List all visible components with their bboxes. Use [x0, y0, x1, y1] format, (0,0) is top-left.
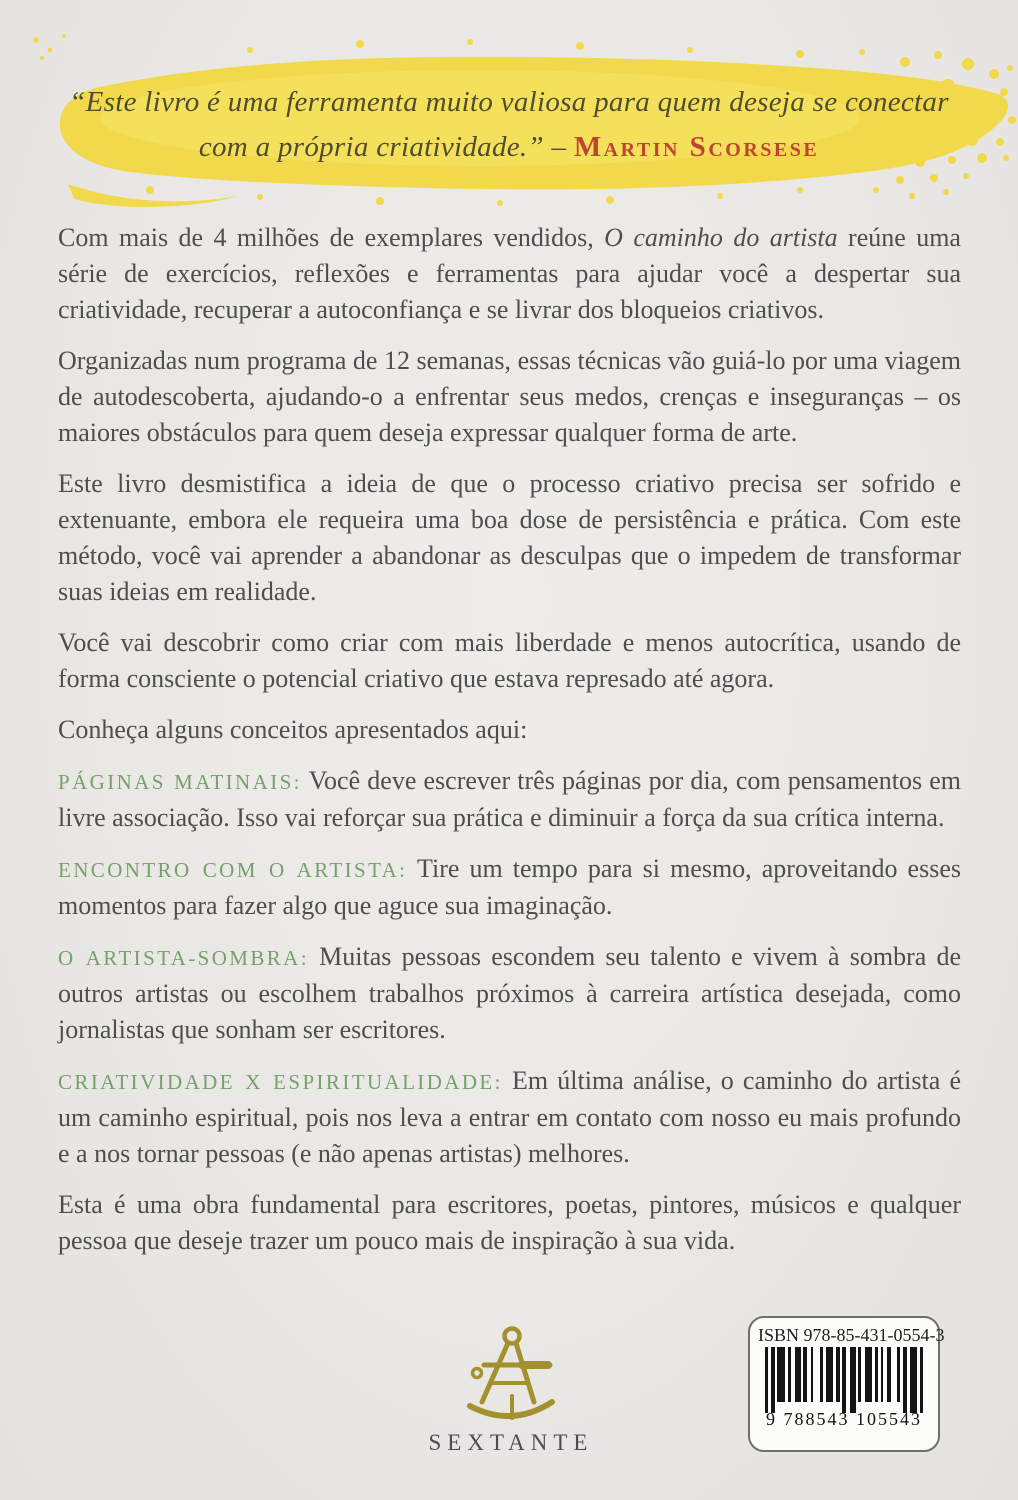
concept-term: CRIATIVIDADE X ESPIRITUALIDADE:: [58, 1070, 503, 1094]
back-cover-text: [58, 220, 961, 1274]
quote-line-2: [0, 125, 1018, 170]
concept-creativity-spirituality: [58, 1063, 961, 1172]
paragraph-demystify: Este livro desmistifica a ideia de que o processo criativo precisa ser sofrido e extenuante, embora ele requeira uma boa dose de persistência e prática. Com este método, você vai aprender a abandonar as desculpas que o impedem de transformar suas ideias em realidade.: [58, 469, 961, 606]
barcode-bars-icon: [758, 1347, 930, 1405]
intro-paragraph: [58, 220, 961, 328]
quote-attribution: Martin Scorsese: [573, 131, 820, 163]
isbn-label: ISBN 978-85-431-0554-3: [758, 1325, 945, 1345]
concept-description: Tire um tempo para si mesmo, aproveitando esses momentos para fazer algo que aguce sua imaginação.: [58, 854, 961, 920]
concept-shadow-artist: [58, 939, 961, 1048]
concept-description: Em última análise, o caminho do artista é um caminho espiritual, pois nos leva a entrar em contato com nosso eu mais profundo e a nos tornar pessoas (e não apenas artistas) melhores.: [58, 1066, 961, 1168]
barcode-digits: 9 788543 105543: [766, 1409, 922, 1429]
concepts-intro: Conheça alguns conceitos apresentados aqui:: [58, 715, 528, 744]
publisher-logo: [418, 1322, 598, 1456]
quote-line-1: “Este livro é uma ferramenta muito valiosa para quem deseja se conectar: [69, 86, 949, 118]
closing-paragraph: Esta é uma obra fundamental para escritores, poetas, pintores, músicos e qualquer pessoa que deseje trazer um pouco mais de inspiração à sua vida.: [58, 1190, 961, 1255]
concept-term: PÁGINAS MATINAIS:: [58, 770, 302, 794]
paragraph-program: Organizadas num programa de 12 semanas, essas técnicas vão guiá-lo por uma viagem de autodescoberta, ajudando-o a enfrentar seus medos, crenças e inseguranças – os maiores obstáculos para quem deseja expressar qualquer forma de arte.: [58, 346, 961, 447]
concept-term: ENCONTRO COM O ARTISTA:: [58, 858, 408, 882]
sextant-icon: [458, 1322, 558, 1426]
intro-before-title: Com mais de 4 milhões de exemplares vendidos,: [58, 223, 605, 252]
publisher-name: SEXTANTE: [428, 1430, 594, 1455]
concept-term: O ARTISTA-SOMBRA:: [58, 946, 309, 970]
concept-description: Muitas pessoas escondem seu talento e vivem à sombra de outros artistas ou escolhem trabalhos próximos à carreira artística desejada, como jornalistas que sonham ser escritores.: [58, 942, 961, 1044]
intro-after-title: reúne uma série de exercícios, reflexões e ferramentas para ajudar você a despertar sua criatividade, recuperar a autoconfiança e se livrar dos bloqueios criativos.: [58, 223, 961, 324]
scorsese-quote: [0, 80, 1018, 170]
quote-banner: [0, 0, 1018, 215]
concept-morning-pages: [58, 763, 961, 836]
isbn-barcode: [748, 1316, 945, 1452]
concept-description: Você deve escrever três páginas por dia, com pensamentos em livre associação. Isso vai reforçar sua prática e diminuir a força da sua crítica interna.: [58, 766, 961, 832]
quote-line-2-text: com a própria criatividade.” –: [198, 131, 574, 163]
book-title: O caminho do artista: [604, 223, 838, 252]
concept-artist-date: [58, 851, 961, 924]
paragraph-discover: Você vai descobrir como criar com mais liberdade e menos autocrítica, usando de forma consciente o potencial criativo que estava represado até agora.: [58, 628, 961, 693]
